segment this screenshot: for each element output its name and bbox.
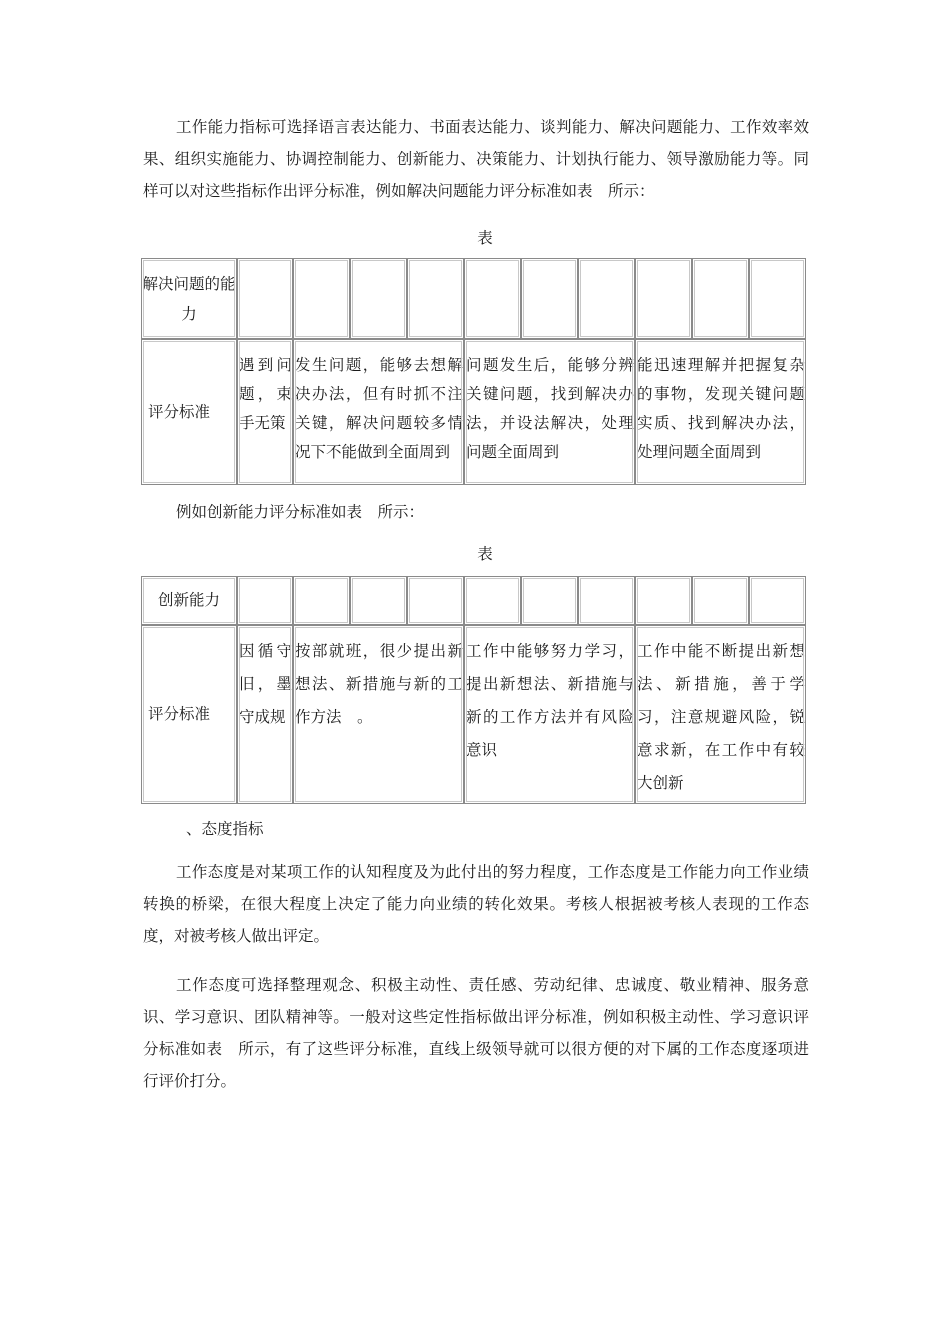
table-cell (350, 576, 407, 625)
table-cell (635, 576, 692, 625)
table1-row-label: 评分标准 (141, 339, 237, 485)
table1-caption: 表 (477, 229, 493, 247)
table2-level-3: 工作中能够努力学习，提出新想法、新措施与新的工作方法并有风险意识 (464, 625, 635, 804)
table1-header-label: 解决问题的能力 (141, 258, 237, 339)
between-text: 例如创新能力评分标准如表 所示： (176, 503, 425, 521)
table-cell (521, 258, 578, 339)
table-innovation (141, 576, 806, 804)
table-cell (692, 258, 749, 339)
attitude-definition-paragraph: 工作态度是对某项工作的认知程度及为此付出的努力程度，工作态度是工作能力向工作业绩转换的桥梁，在很大程度上决定了能力向业绩的转化效果。考核人根据被考核人表现的工作态度，对被考核人做出评定。 (143, 863, 809, 945)
attitude-options-paragraph: 工作态度可选择整理观念、积极主动性、责任感、劳动纪律、忠诚度、敬业精神、服务意识、学习意识、团队精神等。一般对这些定性指标做出评分标准，例如积极主动性、学习意识评分标准如表 所示，有了这些评分标准，直线上级领导就可以很方便的对下属的工作态度逐项进行评价打分。 (143, 976, 809, 1090)
table-cell (749, 576, 806, 625)
table2-row-label: 评分标准 (141, 625, 237, 804)
table-cell (578, 576, 635, 625)
table2-level-4: 工作中能不断提出新想法、新措施，善于学习，注意规避风险，锐意求新，在工作中有较大创新 (635, 625, 806, 804)
table1-level-4: 能迅速理解并把握复杂的事物，发现关键问题实质、找到解决办法，处理问题全面周到 (635, 339, 806, 485)
table1-level-1: 遇到问题，束手无策 (237, 339, 293, 485)
table2-level-1: 因循守旧，墨守成规 (237, 625, 293, 804)
table-cell (692, 576, 749, 625)
table2-header-label: 创新能力 (141, 576, 237, 625)
table-cell (237, 258, 293, 339)
table-cell (464, 258, 521, 339)
table-cell (407, 258, 464, 339)
table-cell (749, 258, 806, 339)
table-cell (464, 576, 521, 625)
table-cell (293, 576, 350, 625)
table-cell (635, 258, 692, 339)
table2-caption: 表 (477, 545, 493, 563)
table-cell (407, 576, 464, 625)
table-cell (237, 576, 293, 625)
table-cell (293, 258, 350, 339)
table-cell (578, 258, 635, 339)
table2-level-2: 按部就班，很少提出新想法、新措施与新的工作方法 。 (293, 625, 464, 804)
table-cell (521, 576, 578, 625)
table1-level-2: 发生问题，能够去想解决办法，但有时抓不注关键，解决问题较多情况下不能做到全面周到 (293, 339, 464, 485)
table1-level-3: 问题发生后，能够分辨关键问题，找到解决办法，并设法解决，处理问题全面周到 (464, 339, 635, 485)
intro-paragraph: 工作能力指标可选择语言表达能力、书面表达能力、谈判能力、解决问题能力、工作效率效果、组织实施能力、协调控制能力、创新能力、决策能力、计划执行能力、领导激励能力等。同样可以对这些指标作出评分标准，例如解决问题能力评分标准如表 所示： (143, 118, 809, 200)
table-cell (350, 258, 407, 339)
section-heading: 、态度指标 (186, 820, 264, 838)
table-problem-solving (141, 258, 806, 485)
